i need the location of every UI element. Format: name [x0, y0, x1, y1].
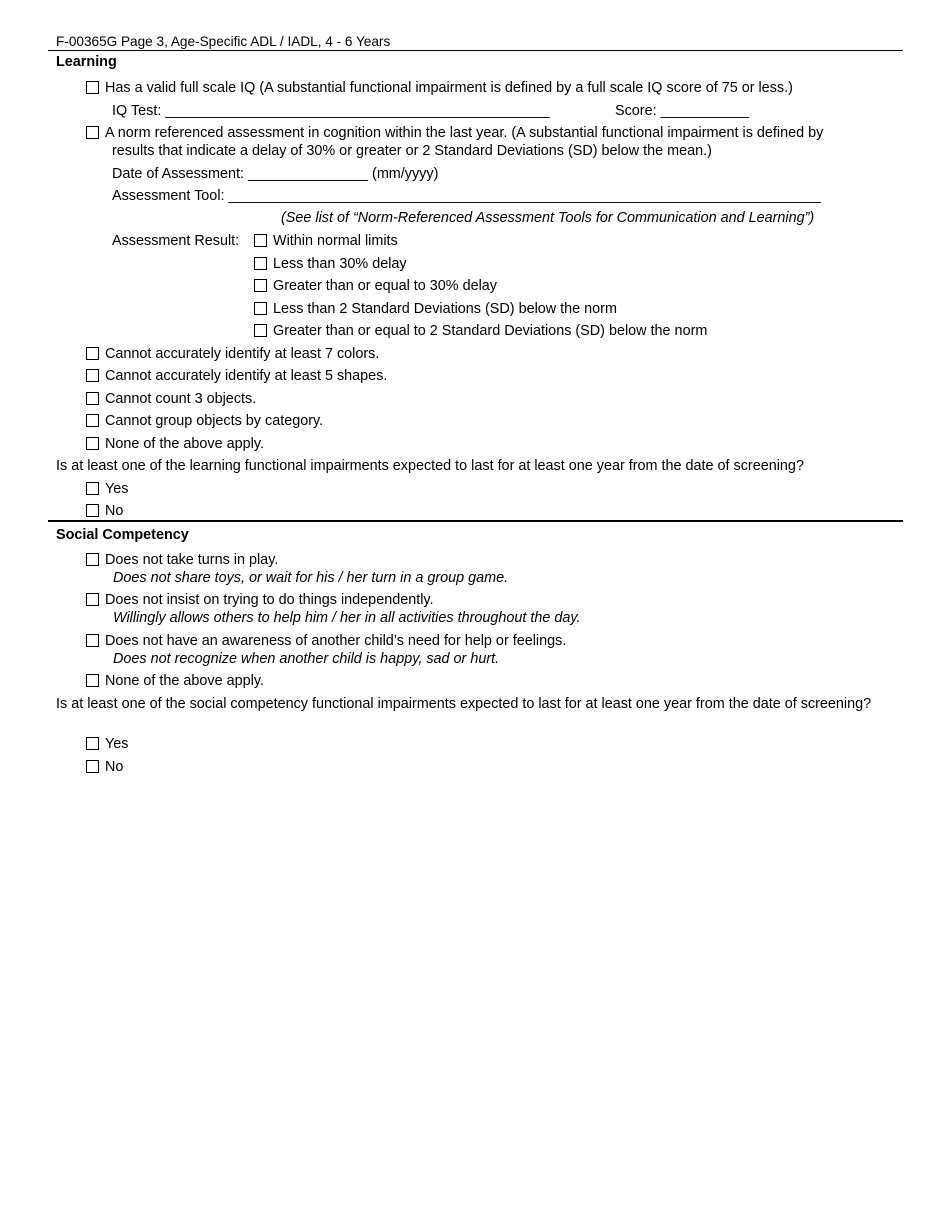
count-checkbox[interactable] — [86, 392, 99, 405]
learning-no-checkbox[interactable] — [86, 504, 99, 517]
social-item-awareness-example: Does not recognize when another child is happy, sad or hurt. — [113, 651, 500, 667]
learning-item-group: Cannot group objects by category. — [86, 412, 323, 430]
shapes-checkbox[interactable] — [86, 369, 99, 382]
norm-assessment-checkbox[interactable] — [86, 126, 99, 139]
result-option-within-normal: Within normal limits — [254, 232, 398, 250]
iq-score-field[interactable]: Score: ___________ — [615, 103, 749, 119]
learning-section-title: Learning — [56, 54, 117, 70]
result-within-normal-checkbox[interactable] — [254, 234, 267, 247]
social-item-none: None of the above apply. — [86, 672, 264, 690]
result-gte-2sd-checkbox[interactable] — [254, 324, 267, 337]
result-option-gte-30: Greater than or equal to 30% delay — [254, 277, 497, 295]
social-yes-checkbox[interactable] — [86, 737, 99, 750]
header-divider — [48, 50, 903, 51]
learning-item-shapes: Cannot accurately identify at least 5 shapes. — [86, 367, 387, 385]
assessment-result-label: Assessment Result: — [112, 233, 240, 249]
result-option-gte-2sd: Greater than or equal to 2 Standard Deviations (SD) below the norm — [254, 322, 707, 340]
learning-item-count: Cannot count 3 objects. — [86, 390, 256, 408]
social-no-checkbox[interactable] — [86, 760, 99, 773]
tool-list-note: (See list of “Norm-Referenced Assessment Tools for Communication and Learning”) — [281, 210, 815, 226]
learning-none-checkbox[interactable] — [86, 437, 99, 450]
independent-checkbox[interactable] — [86, 593, 99, 606]
iq-item — [86, 79, 793, 97]
social-item-independent: Does not insist on trying to do things independently. — [86, 591, 434, 609]
social-yes-option: Yes — [86, 735, 128, 753]
social-no-option: No — [86, 758, 123, 776]
social-item-turns-example: Does not share toys, or wait for his / her turn in a group game. — [113, 570, 509, 586]
learning-duration-question: Is at least one of the learning functional impairments expected to last for at least one year from the date of screening? — [56, 458, 804, 474]
result-option-less-30: Less than 30% delay — [254, 255, 407, 273]
iq-item-label: Has a valid full scale IQ (A substantial functional impairment is defined by a full scale IQ score of 75 or less.) — [105, 80, 793, 96]
social-item-independent-example: Willingly allows others to help him / her in all activities throughout the day. — [113, 610, 581, 626]
norm-assessment-item — [86, 124, 823, 142]
learning-yes-option: Yes — [86, 480, 128, 498]
section-divider — [48, 520, 903, 522]
learning-no-option: No — [86, 502, 123, 520]
colors-checkbox[interactable] — [86, 347, 99, 360]
turns-checkbox[interactable] — [86, 553, 99, 566]
social-item-turns: Does not take turns in play. — [86, 551, 278, 569]
iq-test-field[interactable]: IQ Test: ________________________________________________ — [112, 103, 550, 119]
learning-yes-checkbox[interactable] — [86, 482, 99, 495]
result-less-2sd-checkbox[interactable] — [254, 302, 267, 315]
assessment-date-field[interactable]: Date of Assessment: _______________ (mm/yyyy) — [112, 166, 439, 182]
result-less-30-checkbox[interactable] — [254, 257, 267, 270]
social-section-title: Social Competency — [56, 527, 189, 543]
group-checkbox[interactable] — [86, 414, 99, 427]
assessment-tool-field[interactable]: Assessment Tool: __________________________________________________________________________ — [112, 188, 821, 204]
learning-item-none: None of the above apply. — [86, 435, 264, 453]
awareness-checkbox[interactable] — [86, 634, 99, 647]
result-gte-30-checkbox[interactable] — [254, 279, 267, 292]
learning-item-colors: Cannot accurately identify at least 7 colors. — [86, 345, 379, 363]
social-item-awareness: Does not have an awareness of another child’s need for help or feelings. — [86, 632, 566, 650]
social-none-checkbox[interactable] — [86, 674, 99, 687]
form-header: F-00365G Page 3, Age-Specific ADL / IADL, 4 - 6 Years — [56, 34, 391, 49]
iq-checkbox[interactable] — [86, 81, 99, 94]
norm-assessment-label-2: results that indicate a delay of 30% or greater or 2 Standard Deviations (SD) below the mean.) — [112, 143, 712, 159]
result-option-less-2sd: Less than 2 Standard Deviations (SD) below the norm — [254, 300, 617, 318]
norm-assessment-label-1: A norm referenced assessment in cognition within the last year. (A substantial functional impairment is defined by — [105, 125, 824, 141]
social-duration-question: Is at least one of the social competency functional impairments expected to last for at least one year from the date of screening? — [56, 696, 872, 712]
